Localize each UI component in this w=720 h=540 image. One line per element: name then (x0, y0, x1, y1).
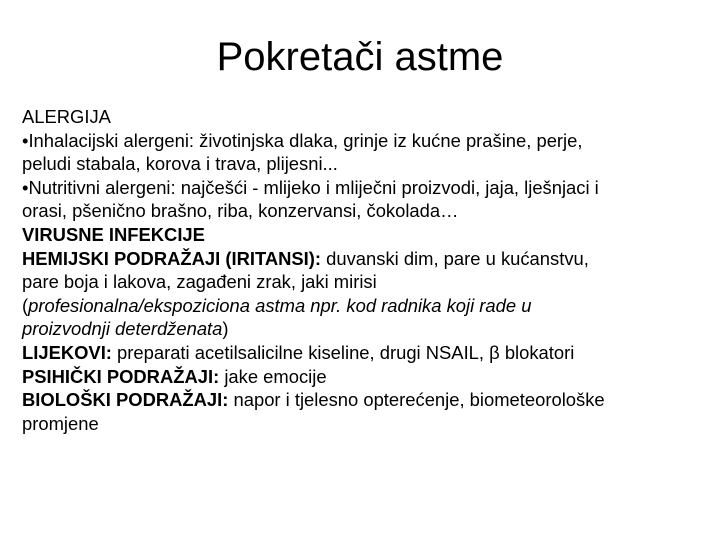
medications-text: preparati acetilsalicilne kiseline, drugi NSAIL, β blokatori (111, 341, 575, 363)
chemical-irritants-heading: HEMIJSKI PODRAŽAJI (IRITANSI): (22, 247, 322, 269)
slide-body (22, 105, 718, 435)
medications-line (22, 341, 718, 365)
psychological-heading: PSIHIČKI PODRAŽAJI: (22, 365, 220, 387)
psychological-line (22, 365, 718, 389)
inhalation-allergens-line-2: peludi stabala, korova i trava, plijesni... (22, 153, 338, 175)
biological-line-1 (22, 388, 718, 412)
close-paren: ) (222, 318, 229, 340)
occupational-asthma-text-1: profesionalna/ekspoziciona astma npr. kod radnika koji rade u (28, 294, 532, 316)
open-paren: ( (22, 294, 29, 316)
inhalation-allergens-line-1: •Inhalacijski alergeni: životinjska dlaka, grinje iz kućne prašine, perje, (22, 129, 583, 151)
nutritive-allergens-line-1: •Nutritivni alergeni: najčešći - mlijeko i mliječni proizvodi, jaja, lješnjaci i (22, 176, 599, 198)
biological-heading: BIOLOŠKI PODRAŽAJI: (22, 389, 229, 411)
medications-heading: LIJEKOVI: (22, 341, 112, 363)
occupational-asthma-text-2: proizvodnji deterdženata (22, 318, 223, 340)
chemical-irritants-line-2: pare boja i lakova, zagađeni zrak, jaki mirisi (22, 271, 377, 293)
slide-title: Pokretači astme (216, 35, 504, 79)
chemical-irritants-line-1 (22, 247, 718, 271)
psychological-text: jake emocije (219, 365, 327, 387)
nutritive-allergens-line-2: orasi, pšenično brašno, riba, konzervansi, čokolada… (22, 200, 459, 222)
chemical-irritants-text: duvanski dim, pare u kućanstvu, (321, 247, 589, 269)
occupational-asthma-line-2 (22, 317, 718, 341)
allergy-heading: ALERGIJA (22, 106, 111, 127)
viral-infections-heading: VIRUSNE INFEKCIJE (22, 223, 205, 245)
biological-text: napor i tjelesno opterećenje, biometeorološke (228, 389, 605, 411)
biological-line-2: promjene (22, 412, 99, 434)
occupational-asthma-line-1 (22, 294, 718, 318)
